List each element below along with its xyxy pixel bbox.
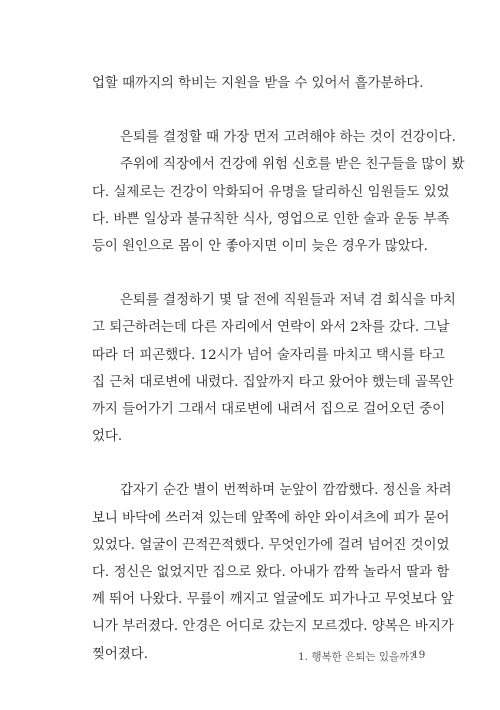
- text-line: 다. 정신은 없었지만 집으로 왔다. 아내가 깜짝 놀라서 딸과 함: [92, 565, 450, 581]
- text-line: 찢어졌다.: [92, 646, 148, 662]
- chapter-title: 1. 행복한 은퇴는 있을까?: [298, 651, 415, 663]
- text-line: 다. 바쁜 일상과 불규칙한 식사, 영업으로 인한 술과 운동 부족: [92, 211, 450, 227]
- text-line: 있었다. 얼굴이 끈적끈적했다. 무엇인가에 걸려 넘어진 것이었: [92, 537, 450, 553]
- text-line: 갑자기 순간 별이 번쩍하며 눈앞이 깜깜했다. 정신을 차려: [120, 483, 452, 499]
- page-footer: [0, 645, 500, 665]
- text-line: 보니 바닥에 쓰러져 있는데 앞쪽에 하얀 와이셔츠에 피가 묻어: [92, 510, 450, 526]
- text-line: 고 퇴근하려는데 다른 자리에서 연락이 와서 2차를 갔다. 그날: [92, 320, 450, 336]
- text-line: 은퇴를 결정하기 몇 달 전에 직원들과 저녁 겸 회식을 마치: [120, 293, 456, 309]
- paragraph-2: [92, 124, 465, 260]
- text-line: 까지 들어가기 그래서 대로변에 내려서 집으로 걸어오던 중이: [92, 402, 446, 418]
- text-line: 집 근처 대로변에 내렸다. 집앞까지 타고 왔어야 했는데 골목안: [92, 374, 454, 390]
- text-line: 었다.: [92, 429, 123, 445]
- paragraph-4: [92, 477, 454, 667]
- text-line: 은퇴를 결정할 때 가장 먼저 고려해야 하는 것이 건강이다.: [120, 130, 456, 146]
- paragraph-3: [92, 287, 456, 450]
- text-line: 업할 때까지의 학비는 지원을 받을 수 있어서 흘가분하다.: [92, 76, 424, 91]
- text-line: 주위에 직장에서 건강에 위험 신호를 받은 친구들을 많이 봤: [120, 157, 465, 173]
- text-line: 께 뛰어 나왔다. 무릎이 깨지고 얼굴에도 피가나고 무엇보다 앞: [92, 592, 454, 608]
- page-number: 19: [412, 649, 426, 661]
- paragraph-1: [92, 70, 425, 97]
- text-line: 따라 더 피곤했다. 12시가 넘어 술자리를 마치고 택시를 타고: [92, 347, 445, 363]
- body-text: [92, 70, 465, 668]
- text-line: 등이 원인으로 몸이 안 좋아지면 이미 늦은 경우가 많았다.: [92, 239, 428, 255]
- text-line: 다. 실제로는 건강이 악화되어 유명을 달리하신 임원들도 있었: [92, 184, 450, 200]
- text-line: 니가 부러졌다. 안경은 어디로 갔는지 모르겠다. 양복은 바지가: [92, 619, 454, 635]
